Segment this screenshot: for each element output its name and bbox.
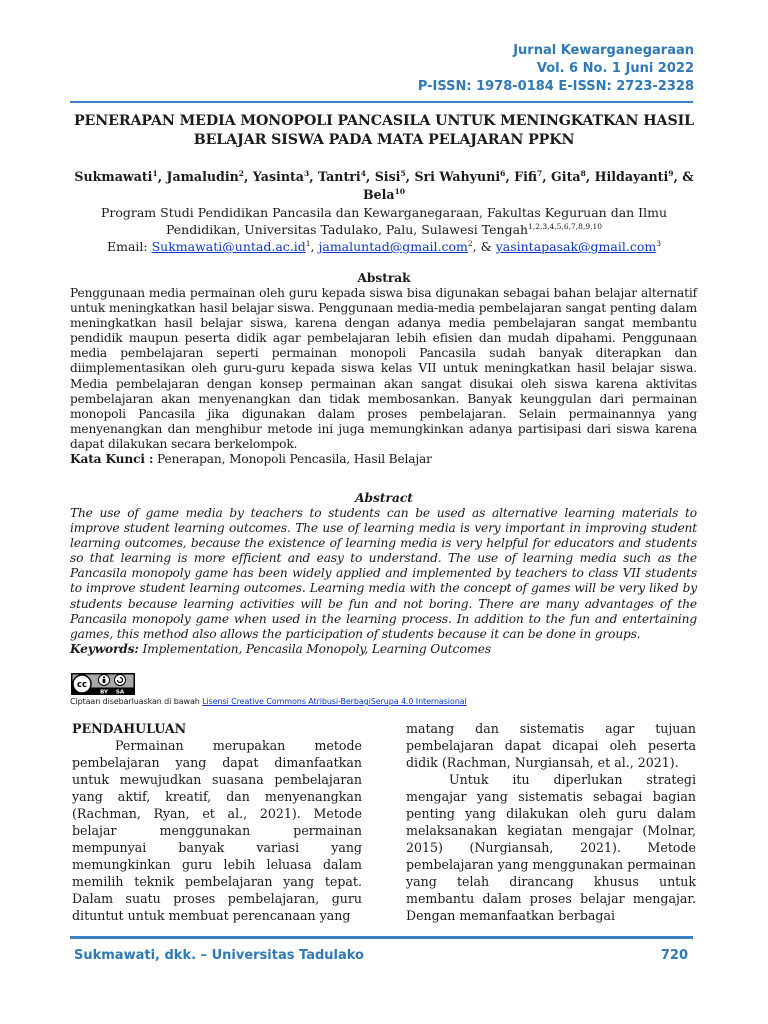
affiliation — [70, 204, 698, 238]
author: Jamaludin — [166, 169, 239, 184]
abstract-heading: Abstract — [355, 491, 413, 505]
kata-kunci — [70, 452, 697, 467]
author-sep: , — [505, 169, 515, 184]
header-divider — [70, 101, 693, 103]
author-sup: 3 — [303, 168, 310, 178]
author-sup: 7 — [537, 168, 543, 178]
page-number: 720 — [660, 948, 688, 963]
journal-header — [418, 42, 694, 96]
license-text: Ciptaan disebarluaskan di bawah — [70, 697, 203, 706]
license-link[interactable]: Lisensi Creative Commons Atribusi-BerbagiSerupa 4.0 Internasional — [202, 697, 467, 706]
paper-title: PENERAPAN MEDIA MONOPOLI PANCASILA UNTUK MENINGKATKAN HASIL BELAJAR SISWA PADA MATA PELAJARAN PPKN — [73, 113, 695, 148]
author-sep: , — [542, 169, 552, 184]
body-paragraph: Permainan merupakan metode pembelajaran yang dapat dimanfaatkan untuk mewujudkan suasana pembelajaran yang aktif, kreatif, dan menyenangkan (Rachman, Ryan, et al., 2021). Metode belajar menggunakan permainan mempunyai banyak variasi yang memungkinkan guru lebih leluasa dalam memilih teknik pembelajaran yang tepat. Dalam suatu proses pembelajaran, guru dituntut untuk membuat perencanaan yang — [72, 738, 362, 923]
body-paragraph: matang dan sistematis agar tujuan pembelajaran dapat dicapai oleh peserta didik (Rachman, Nurgiansah, et al., 2021). — [406, 721, 696, 770]
email-sep: , & — [472, 239, 496, 254]
author-sep: , — [405, 169, 415, 184]
email-sup: 3 — [656, 238, 661, 248]
email-link[interactable]: jamaluntad@gmail.com — [318, 239, 468, 254]
author: Sisi — [374, 169, 401, 184]
author-list — [70, 168, 698, 204]
keywords — [70, 642, 697, 657]
author-sup: 1 — [152, 168, 158, 178]
author: Yasinta — [252, 169, 304, 184]
email-sep: , — [310, 239, 319, 254]
author: Bela — [362, 187, 395, 202]
cc-license-badge-icon — [71, 673, 135, 695]
author-sep: , — [157, 169, 167, 184]
author-sep: , & — [673, 169, 694, 184]
body-column-right — [406, 720, 696, 924]
cc-badge-text: cc — [76, 680, 88, 690]
kata-kunci-label: Kata Kunci : — [70, 452, 154, 467]
license-line — [70, 697, 467, 707]
author-sup: 5 — [400, 168, 406, 178]
journal-name: Jurnal Kewarganegaraan — [513, 43, 694, 58]
abstrak-heading: Abstrak — [357, 271, 411, 285]
author-sup: 2 — [238, 168, 244, 178]
author-sup: 6 — [500, 168, 506, 178]
email-link[interactable]: yasintapasak@gmail.com — [495, 239, 657, 254]
kata-kunci-values: Penerapan, Monopoli Pencasila, Hasil Belajar — [153, 452, 432, 467]
cc-sa-text: SA — [115, 689, 125, 695]
section-heading: PENDAHULUAN — [72, 721, 187, 736]
footer-divider — [70, 936, 693, 939]
author: Gita — [551, 169, 581, 184]
author: Sri Wahyuni — [414, 169, 501, 184]
author-sup: 10 — [394, 186, 406, 196]
author-sup: 4 — [360, 168, 366, 178]
abstract-section — [70, 506, 697, 657]
email-label: Email: — [106, 239, 152, 254]
journal-volume: Vol. 6 No. 1 Juni 2022 — [536, 61, 694, 76]
journal-issn: P-ISSN: 1978-0184 E-ISSN: 2723-2328 — [417, 79, 694, 94]
cc-by-text: BY — [100, 689, 108, 695]
author-sep: , — [309, 169, 318, 184]
affiliation-sup: 1,2,3,4,5,6,7,8,9,10 — [528, 221, 603, 231]
keywords-label: Keywords: — [70, 641, 139, 656]
author-sep: , — [585, 169, 595, 184]
author: Sukmawati — [74, 169, 153, 184]
email-sup: 2 — [467, 238, 473, 248]
author-sep: , — [244, 169, 253, 184]
abstrak-section — [70, 286, 697, 467]
affiliation-text: Program Studi Pendidikan Pancasila dan Kewarganegaraan, Fakultas Keguruan dan Ilmu Pendidikan, Universitas Tadulako, Palu, Sulawesi Tengah — [100, 205, 668, 237]
author: Tantri — [317, 169, 361, 184]
email-link[interactable]: Sukmawati@untad.ac.id — [151, 239, 306, 254]
abstrak-body: Penggunaan media permainan oleh guru kepada siswa bisa digunakan sebagai bahan belajar alternatif untuk meningkatkan hasil belajar siswa. Penggunaan media-media pembelajaran sangat penting dalam meningkatkan hasil belajar siswa, karena dengan adanya media pembelajaran sangat membantu pendidik maupun peserta didik agar pembelajaran lebih efisien dan mudah dipahami. Penggunaan media pembelajaran seperti permainan monopoli Pancasila sudah banyak diterapkan dan diimplementasikan oleh guru-guru kepada siswa kelas VII untuk meningkatkan hasil belajar siswa. Media pembelajaran dengan konsep permainan akan sangat disukai oleh siswa karena aktivitas pembelajaran akan menyenangkan dan tidak membosankan. Banyak keunggulan dari permainan monopoli Pancasila jika digunakan dalam proses pembelajaran. Selain permainannya yang menyenangkan dan menghibur metode ini juga memungkinkan adanya partisipasi dari siswa karena dapat dilakukan secara berkelompok. — [70, 286, 697, 451]
abstract-body: The use of game media by teachers to students can be used as alternative learning materials to improve student learning outcomes. The use of learning media is very important in improving student learning outcomes, because the existence of learning media is very helpful for educators and students so that learning is more efficient and easy to understand. The use of learning media such as the Pancasila monopoly game has been widely applied and implemented by teachers to class VII students to improve student learning outcomes. Learning media with the concept of games will be very liked by students because learning activities will be fun and not boring. There are many advantages of the Pancasila monopoly game when used in the learning process. In addition to the fun and entertaining games, this method also allows the participation of students because it can be done in groups. — [70, 506, 697, 641]
body-column-left — [72, 720, 362, 924]
author: Hildayanti — [594, 169, 669, 184]
author: Fifi — [514, 169, 538, 184]
email-sup: 1 — [305, 238, 311, 248]
footer-authors: Sukmawati, dkk. – Universitas Tadulako — [74, 948, 364, 963]
author-sep: , — [365, 169, 375, 184]
keywords-values: Implementation, Pencasila Monopoly, Learning Outcomes — [138, 641, 491, 656]
author-sup: 9 — [668, 168, 674, 178]
author-sup: 8 — [580, 168, 586, 178]
body-paragraph: Untuk itu diperlukan strategi mengajar yang sistematis sebagai bagian penting yang dilakukan oleh guru dalam melaksanakan kegiatan mengajar (Molnar, 2015) (Nurgiansah, 2021). Metode pembelajaran yang menggunakan permainan yang telah dirancang khusus untuk membantu dalam proses belajar mengajar. Dengan memanfaatkan berbagai — [406, 772, 696, 923]
email-line — [70, 238, 698, 255]
